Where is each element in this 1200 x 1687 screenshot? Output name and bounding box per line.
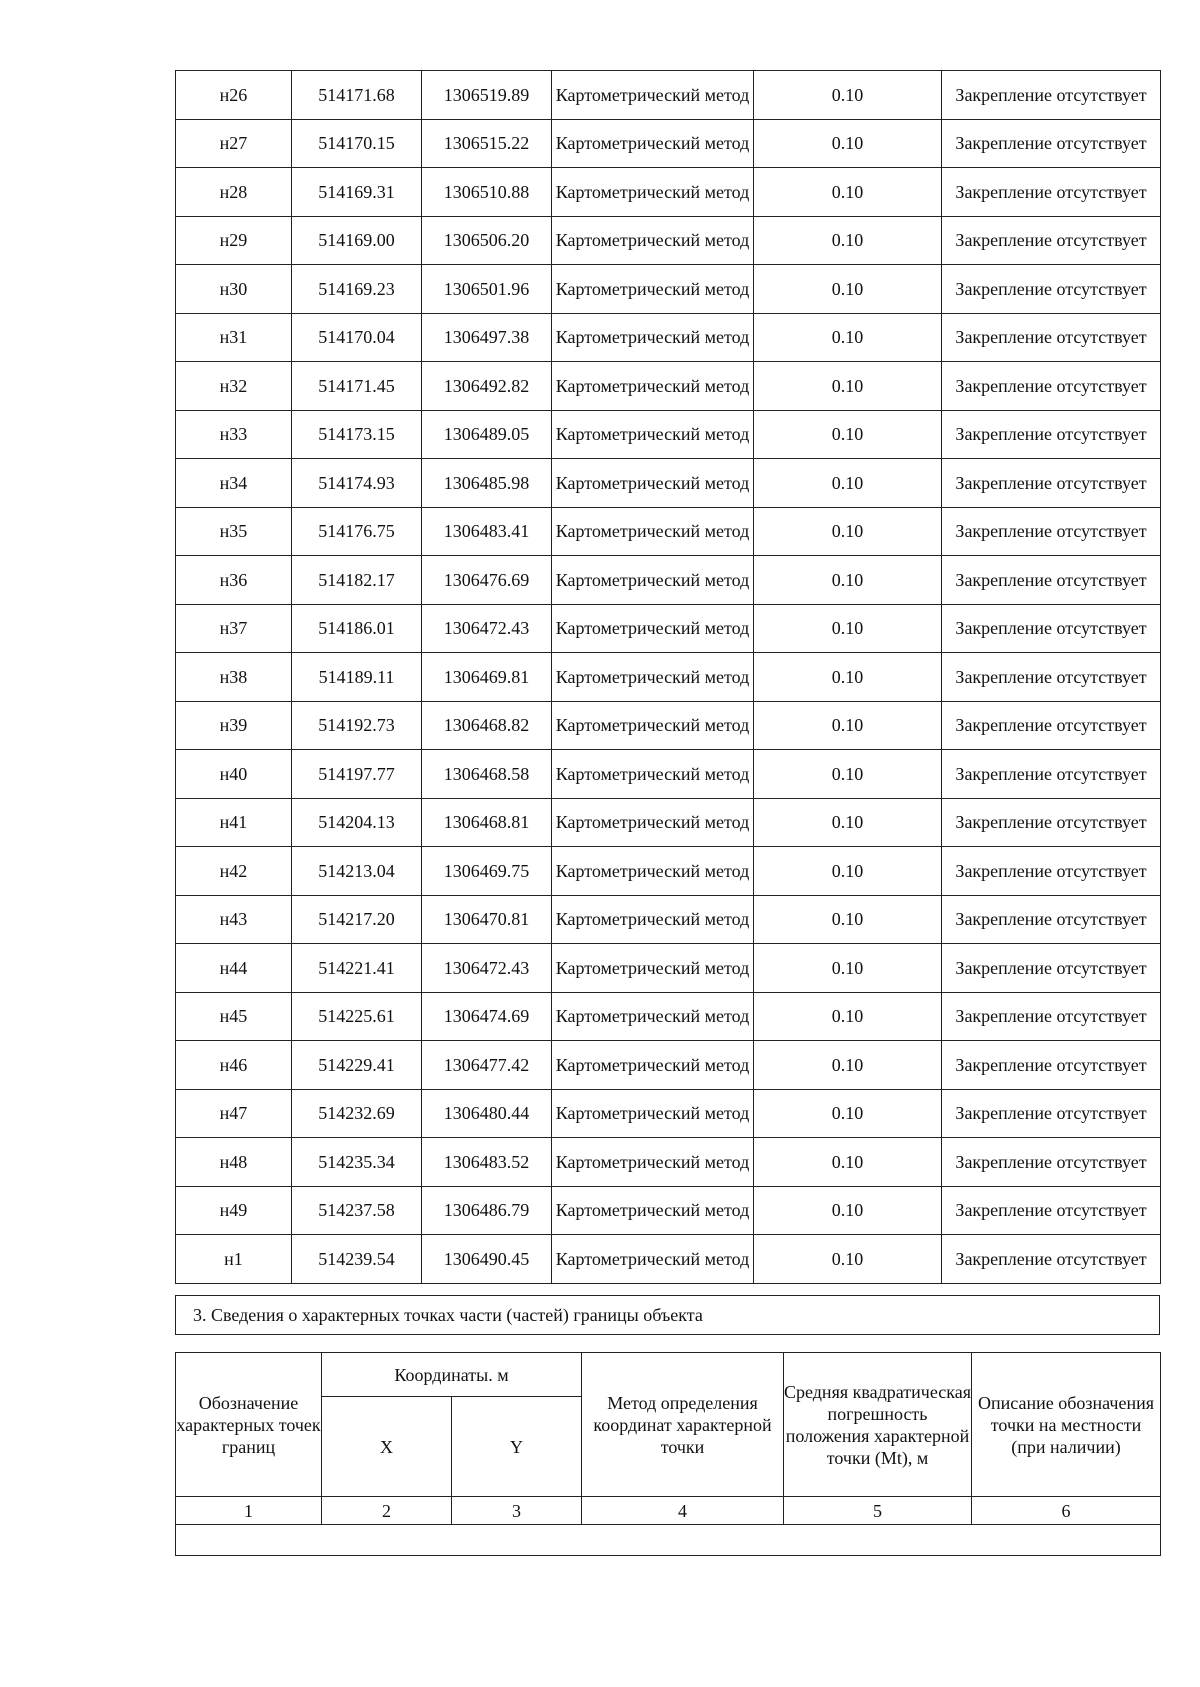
- part-boundary-points-table: [175, 1352, 1161, 1556]
- table-row: [176, 119, 1161, 168]
- point-x: 514170.04: [292, 313, 422, 362]
- point-x: 514170.15: [292, 119, 422, 168]
- point-x: 514221.41: [292, 944, 422, 993]
- point-id: н43: [176, 895, 292, 944]
- table-row: [176, 701, 1161, 750]
- point-description: Закрепление отсутствует: [942, 216, 1161, 265]
- table-row: [176, 1235, 1161, 1284]
- point-method: Картометрический метод: [552, 313, 754, 362]
- section-header-box: [175, 1295, 1160, 1335]
- point-description: Закрепление отсутствует: [942, 168, 1161, 217]
- point-method: Картометрический метод: [552, 847, 754, 896]
- point-id: н39: [176, 701, 292, 750]
- point-mt: 0.10: [754, 556, 942, 605]
- point-mt: 0.10: [754, 653, 942, 702]
- point-x: 514186.01: [292, 604, 422, 653]
- point-id: н49: [176, 1186, 292, 1235]
- point-method: Картометрический метод: [552, 992, 754, 1041]
- point-id: н41: [176, 798, 292, 847]
- point-id: н31: [176, 313, 292, 362]
- point-mt: 0.10: [754, 992, 942, 1041]
- table-row: [176, 798, 1161, 847]
- table-row: [176, 1186, 1161, 1235]
- table-row: [176, 1089, 1161, 1138]
- point-mt: 0.10: [754, 362, 942, 411]
- point-method: Картометрический метод: [552, 653, 754, 702]
- point-x: 514237.58: [292, 1186, 422, 1235]
- point-mt: 0.10: [754, 1235, 942, 1284]
- point-y: 1306510.88: [422, 168, 552, 217]
- point-description: Закрепление отсутствует: [942, 653, 1161, 702]
- point-id: н33: [176, 410, 292, 459]
- table-row: [176, 1138, 1161, 1187]
- point-description: Закрепление отсутствует: [942, 895, 1161, 944]
- table-row: [176, 71, 1161, 120]
- point-x: 514217.20: [292, 895, 422, 944]
- point-y: 1306519.89: [422, 71, 552, 120]
- point-description: Закрепление отсутствует: [942, 1186, 1161, 1235]
- header-coordinates: Координаты. м: [322, 1353, 582, 1397]
- point-description: Закрепление отсутствует: [942, 1041, 1161, 1090]
- point-mt: 0.10: [754, 895, 942, 944]
- point-id: н45: [176, 992, 292, 1041]
- point-y: 1306469.81: [422, 653, 552, 702]
- column-number: 2: [322, 1497, 452, 1525]
- table-row: [176, 847, 1161, 896]
- point-id: н30: [176, 265, 292, 314]
- point-mt: 0.10: [754, 604, 942, 653]
- column-number: 4: [582, 1497, 784, 1525]
- point-y: 1306497.38: [422, 313, 552, 362]
- point-id: н47: [176, 1089, 292, 1138]
- point-x: 514169.00: [292, 216, 422, 265]
- point-description: Закрепление отсутствует: [942, 992, 1161, 1041]
- point-description: Закрепление отсутствует: [942, 1089, 1161, 1138]
- point-mt: 0.10: [754, 1089, 942, 1138]
- point-method: Картометрический метод: [552, 798, 754, 847]
- point-description: Закрепление отсутствует: [942, 1235, 1161, 1284]
- point-mt: 0.10: [754, 265, 942, 314]
- column-numbers-row: [176, 1497, 1161, 1525]
- point-description: Закрепление отсутствует: [942, 750, 1161, 799]
- point-mt: 0.10: [754, 944, 942, 993]
- point-description: Закрепление отсутствует: [942, 410, 1161, 459]
- point-id: н36: [176, 556, 292, 605]
- column-number: 6: [972, 1497, 1161, 1525]
- table-row: [176, 556, 1161, 605]
- point-mt: 0.10: [754, 750, 942, 799]
- point-description: Закрепление отсутствует: [942, 798, 1161, 847]
- point-method: Картометрический метод: [552, 71, 754, 120]
- point-x: 514229.41: [292, 1041, 422, 1090]
- point-y: 1306480.44: [422, 1089, 552, 1138]
- point-mt: 0.10: [754, 847, 942, 896]
- table-row: [176, 1041, 1161, 1090]
- point-mt: 0.10: [754, 798, 942, 847]
- point-method: Картометрический метод: [552, 1186, 754, 1235]
- point-x: 514235.34: [292, 1138, 422, 1187]
- point-method: Картометрический метод: [552, 895, 754, 944]
- point-y: 1306492.82: [422, 362, 552, 411]
- point-x: 514169.31: [292, 168, 422, 217]
- point-description: Закрепление отсутствует: [942, 507, 1161, 556]
- point-y: 1306490.45: [422, 1235, 552, 1284]
- point-method: Картометрический метод: [552, 944, 754, 993]
- point-method: Картометрический метод: [552, 507, 754, 556]
- point-description: Закрепление отсутствует: [942, 313, 1161, 362]
- point-mt: 0.10: [754, 410, 942, 459]
- point-y: 1306489.05: [422, 410, 552, 459]
- boundary-points-table: [175, 70, 1161, 1284]
- point-y: 1306472.43: [422, 604, 552, 653]
- point-method: Картометрический метод: [552, 1041, 754, 1090]
- point-mt: 0.10: [754, 701, 942, 750]
- header-error: Средняя квадратическая погрешность положения характерной точки (Mt), м: [784, 1353, 972, 1497]
- point-description: Закрепление отсутствует: [942, 119, 1161, 168]
- table-row: [176, 944, 1161, 993]
- point-method: Картометрический метод: [552, 216, 754, 265]
- point-description: Закрепление отсутствует: [942, 71, 1161, 120]
- point-y: 1306468.82: [422, 701, 552, 750]
- point-id: н40: [176, 750, 292, 799]
- point-method: Картометрический метод: [552, 604, 754, 653]
- point-id: н38: [176, 653, 292, 702]
- point-method: Картометрический метод: [552, 168, 754, 217]
- table-row: [176, 313, 1161, 362]
- point-description: Закрепление отсутствует: [942, 265, 1161, 314]
- table-row: [176, 895, 1161, 944]
- point-method: Картометрический метод: [552, 119, 754, 168]
- header-method: Метод определения координат характерной точки: [582, 1353, 784, 1497]
- point-description: Закрепление отсутствует: [942, 1138, 1161, 1187]
- point-x: 514189.11: [292, 653, 422, 702]
- point-mt: 0.10: [754, 459, 942, 508]
- point-y: 1306476.69: [422, 556, 552, 605]
- point-x: 514171.45: [292, 362, 422, 411]
- point-mt: 0.10: [754, 1041, 942, 1090]
- point-y: 1306515.22: [422, 119, 552, 168]
- point-mt: 0.10: [754, 168, 942, 217]
- point-id: н28: [176, 168, 292, 217]
- table-row: [176, 459, 1161, 508]
- point-y: 1306474.69: [422, 992, 552, 1041]
- point-mt: 0.10: [754, 216, 942, 265]
- point-mt: 0.10: [754, 507, 942, 556]
- point-id: н1: [176, 1235, 292, 1284]
- table-row: [176, 507, 1161, 556]
- point-description: Закрепление отсутствует: [942, 459, 1161, 508]
- point-method: Картометрический метод: [552, 410, 754, 459]
- point-method: Картометрический метод: [552, 362, 754, 411]
- table-row: [176, 168, 1161, 217]
- point-x: 514197.77: [292, 750, 422, 799]
- header-designation: Обозначение характерных точек границ: [176, 1353, 322, 1497]
- point-y: 1306477.42: [422, 1041, 552, 1090]
- column-number: 3: [452, 1497, 582, 1525]
- point-mt: 0.10: [754, 71, 942, 120]
- point-description: Закрепление отсутствует: [942, 556, 1161, 605]
- point-x: 514239.54: [292, 1235, 422, 1284]
- point-id: н42: [176, 847, 292, 896]
- point-id: н29: [176, 216, 292, 265]
- point-y: 1306483.52: [422, 1138, 552, 1187]
- column-number: 5: [784, 1497, 972, 1525]
- point-mt: 0.10: [754, 1186, 942, 1235]
- point-y: 1306483.41: [422, 507, 552, 556]
- table-row: [176, 750, 1161, 799]
- point-y: 1306485.98: [422, 459, 552, 508]
- point-x: 514225.61: [292, 992, 422, 1041]
- point-id: н27: [176, 119, 292, 168]
- point-mt: 0.10: [754, 119, 942, 168]
- table-row: [176, 604, 1161, 653]
- point-x: 514204.13: [292, 798, 422, 847]
- point-id: н37: [176, 604, 292, 653]
- point-y: 1306501.96: [422, 265, 552, 314]
- point-y: 1306470.81: [422, 895, 552, 944]
- section-title: 3. Сведения о характерных точках части (частей) границы объекта: [193, 1305, 703, 1325]
- table-row: [176, 653, 1161, 702]
- point-y: 1306506.20: [422, 216, 552, 265]
- point-y: 1306469.75: [422, 847, 552, 896]
- point-method: Картометрический метод: [552, 1235, 754, 1284]
- table-row: [176, 410, 1161, 459]
- point-x: 514192.73: [292, 701, 422, 750]
- point-x: 514232.69: [292, 1089, 422, 1138]
- point-mt: 0.10: [754, 1138, 942, 1187]
- point-x: 514171.68: [292, 71, 422, 120]
- point-description: Закрепление отсутствует: [942, 701, 1161, 750]
- header-x: X: [322, 1397, 452, 1497]
- point-id: н46: [176, 1041, 292, 1090]
- header-description: Описание обозначения точки на местности (при наличии): [972, 1353, 1161, 1497]
- empty-cell: [176, 1525, 1161, 1556]
- point-x: 514174.93: [292, 459, 422, 508]
- point-method: Картометрический метод: [552, 556, 754, 605]
- empty-row: [176, 1525, 1161, 1556]
- point-description: Закрепление отсутствует: [942, 944, 1161, 993]
- point-description: Закрепление отсутствует: [942, 362, 1161, 411]
- point-method: Картометрический метод: [552, 750, 754, 799]
- point-y: 1306472.43: [422, 944, 552, 993]
- point-x: 514182.17: [292, 556, 422, 605]
- point-mt: 0.10: [754, 313, 942, 362]
- column-number: 1: [176, 1497, 322, 1525]
- point-method: Картометрический метод: [552, 1089, 754, 1138]
- table-row: [176, 265, 1161, 314]
- table-row: [176, 992, 1161, 1041]
- point-x: 514173.15: [292, 410, 422, 459]
- point-id: н34: [176, 459, 292, 508]
- point-x: 514169.23: [292, 265, 422, 314]
- point-y: 1306486.79: [422, 1186, 552, 1235]
- table-row: [176, 216, 1161, 265]
- point-y: 1306468.81: [422, 798, 552, 847]
- point-id: н48: [176, 1138, 292, 1187]
- point-x: 514176.75: [292, 507, 422, 556]
- point-id: н35: [176, 507, 292, 556]
- point-method: Картометрический метод: [552, 459, 754, 508]
- header-y: Y: [452, 1397, 582, 1497]
- point-id: н44: [176, 944, 292, 993]
- boundary-points-body: [176, 71, 1161, 1284]
- point-description: Закрепление отсутствует: [942, 847, 1161, 896]
- point-x: 514213.04: [292, 847, 422, 896]
- table-row: [176, 362, 1161, 411]
- point-description: Закрепление отсутствует: [942, 604, 1161, 653]
- point-id: н26: [176, 71, 292, 120]
- point-id: н32: [176, 362, 292, 411]
- point-method: Картометрический метод: [552, 1138, 754, 1187]
- point-method: Картометрический метод: [552, 701, 754, 750]
- point-method: Картометрический метод: [552, 265, 754, 314]
- point-y: 1306468.58: [422, 750, 552, 799]
